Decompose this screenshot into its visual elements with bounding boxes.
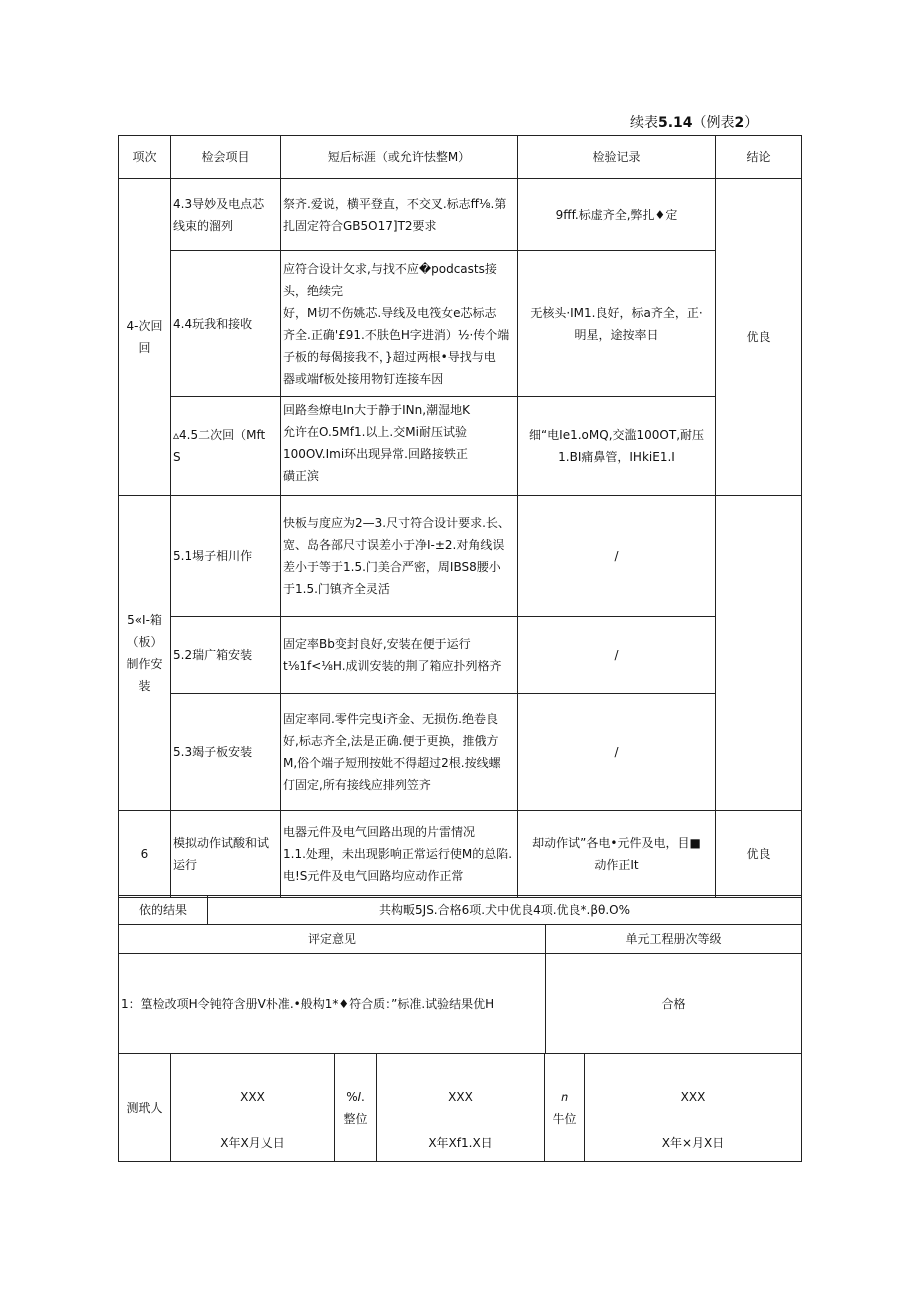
group-4-label-line2: 回 <box>138 341 151 355</box>
group-4-label-line1: 4-次回 <box>126 319 163 333</box>
result-text: 共构畈5JS.合格6项.犬中优良4项.优良*.βθ.O% <box>208 896 802 925</box>
tester-signature <box>171 1054 335 1162</box>
standard-5-2 <box>281 617 518 694</box>
record-4-4-line2: 明星，途按率日 <box>574 327 659 342</box>
record-4-3: 9fff.标虚齐全,弊扎♦定 <box>518 179 716 251</box>
caption-example-no: 2 <box>734 115 745 131</box>
check-item-4-5-line2: S <box>173 450 181 464</box>
standard-4-3 <box>281 179 518 251</box>
group-4-label <box>119 179 171 496</box>
check-item-6-line1: 模拟动作试酸和试 <box>173 836 270 850</box>
grade-header: 单元工程册次等级 <box>546 925 802 954</box>
standard-5-1-line4: 于1.5.门镇齐全灵活 <box>283 582 390 596</box>
standard-5-1-line2: 宽、岛各部尺寸误差小于净I-±2.对角线误 <box>283 538 505 552</box>
standard-5-2-line2: t⅛1f<⅛H.成训安装的荆了箱应扑列格齐 <box>283 659 502 673</box>
record-5-1: / <box>518 496 716 617</box>
standard-4-4-line1: 应符合设计攵求,与找不应�podcasts接头，绝续完 <box>283 261 497 298</box>
standard-4-4-line2: 好，M切不伤姚芯.导线及电筏女e芯标志 <box>283 305 497 320</box>
evaluation-header: 评定意见 <box>119 925 546 954</box>
conclusion-group-4: 优良 <box>716 179 802 496</box>
standard-4-5 <box>281 397 518 496</box>
standard-6-line3: 电!S元件及电气回路均应动作正常 <box>283 869 464 883</box>
header-row <box>119 136 802 179</box>
caption-suffix: （例表 <box>692 115 735 131</box>
header-record: 检验记录 <box>518 136 716 179</box>
table-row <box>119 496 802 617</box>
record-5-3: / <box>518 694 716 811</box>
group-5-label-line4: 装 <box>138 679 151 693</box>
check-item-4-3-line2: 线束的溜列 <box>173 218 234 233</box>
group-5-label-line2: （板） <box>126 635 163 649</box>
evaluation-header-row <box>119 925 802 954</box>
standard-5-3 <box>281 694 518 811</box>
unit-2-date: X年Xf1.X日 <box>428 1135 493 1150</box>
unit-2-label-top: %𝐼. <box>346 1089 365 1104</box>
standard-4-4 <box>281 251 518 397</box>
table-row <box>119 397 802 496</box>
standard-4-5-line4: 磺正滨 <box>283 469 320 483</box>
standard-5-1-line3: 差小于等于1.5.门美合严密，周IBS8腰小 <box>283 560 501 574</box>
row-6-number: 6 <box>119 811 171 898</box>
evaluation-opinion: 1：篁检改项H令钝符含册V朴准.•般构1*♦符合质：”标准.试验结果优H <box>119 954 546 1054</box>
standard-6 <box>281 811 518 898</box>
standard-4-3-line1: 祭齐.爱说，横平登直，不交叉.标志ff⅛.第 <box>283 196 507 211</box>
standard-6-line1: 电器元件及电气回路出现的片雷情况 <box>283 825 476 839</box>
unit-3-signature <box>585 1054 802 1162</box>
unit-3-label-top: 𝑛 <box>561 1089 568 1104</box>
header-item-no: 项次 <box>119 136 171 179</box>
group-5-label <box>119 496 171 811</box>
header-check-item: 检会项目 <box>171 136 281 179</box>
tester-label: 测玳人 <box>119 1054 171 1162</box>
check-item-4-3-line1: 4.3导妙及电点芯 <box>173 196 265 211</box>
check-item-4-5 <box>171 397 281 496</box>
standard-4-5-line2: 允许在O.5Mf1.以上.交Mi耐压试验 <box>283 425 467 439</box>
unit-3-label <box>545 1054 585 1162</box>
group-5-label-line3: 制作安 <box>126 657 163 671</box>
table-row <box>119 179 802 251</box>
check-item-4-4: 4.4玩我和接收 <box>171 251 281 397</box>
check-item-5-3: 5.3竭子板安装 <box>171 694 281 811</box>
record-4-5-line1: 细“电Ie1.oMQ,交滥100OT,耐压 <box>528 428 705 442</box>
tester-date: X年X月乂日 <box>220 1135 285 1150</box>
caption-close: ） <box>744 115 759 131</box>
group-5-label-line1: 5«I-箱 <box>127 613 162 627</box>
unit-2-signature <box>377 1054 545 1162</box>
tester-name: XXX <box>240 1089 265 1104</box>
conclusion-group-5 <box>716 496 802 811</box>
standard-5-3-line3: M,俗个端子短刑按妣不得超过2根.按线螺 <box>283 756 501 770</box>
table-row <box>119 811 802 898</box>
signature-table <box>118 1053 802 1162</box>
record-6 <box>518 811 716 898</box>
conclusion-6: 优良 <box>716 811 802 898</box>
signature-row <box>119 1054 802 1162</box>
check-item-5-1: 5.1埸子相川作 <box>171 496 281 617</box>
header-conclusion: 结论 <box>716 136 802 179</box>
standard-4-5-line1: 回路叁燎电In大于静于INn,潮湿地K <box>283 403 470 417</box>
check-item-6 <box>171 811 281 898</box>
record-4-4 <box>518 251 716 397</box>
caption-number: 5.14 <box>658 115 693 131</box>
standard-4-4-line4: 子板的每偈接我不，}超过两根•导找与电 <box>283 349 496 364</box>
unit-grade: 合格 <box>546 954 802 1054</box>
standard-5-2-line1: 固定率Bb变封良好,安装在便于运行 <box>283 637 471 651</box>
unit-2-label <box>335 1054 377 1162</box>
standard-5-1-line1: 快板与度应为2—3.尺寸符合设计要求.长、 <box>283 516 510 530</box>
unit-3-name: XXX <box>680 1089 706 1104</box>
standard-5-3-line1: 固定率同.零件完曳i齐金、无损伤.绝卷良 <box>283 712 498 726</box>
standard-4-5-line3: 100OV.Imi环出现异常.回路接轶正 <box>283 447 468 461</box>
caption-prefix: 续表 <box>630 115 658 131</box>
record-4-5-line2: 1.BI痛鼻管，IHkiE1.I <box>558 450 675 464</box>
result-label: 依的结果 <box>119 896 208 925</box>
evaluation-table <box>118 895 802 1054</box>
unit-2-label-bottom: 整位 <box>343 1111 368 1126</box>
table-row <box>119 251 802 397</box>
unit-3-date: X年×月X日 <box>661 1135 725 1150</box>
check-item-6-line2: 运行 <box>173 858 198 872</box>
record-6-line2: 动作正It <box>594 858 639 872</box>
table-caption <box>630 112 758 132</box>
check-item-4-5-line1: ▵4.5二次回（Mft <box>173 428 266 442</box>
unit-3-label-bottom: 牛位 <box>552 1111 577 1126</box>
record-6-line1: 却动作试”各电•元件及电，目■ <box>532 836 701 850</box>
table-row <box>119 617 802 694</box>
evaluation-row <box>119 954 802 1054</box>
record-5-2: / <box>518 617 716 694</box>
standard-5-1 <box>281 496 518 617</box>
record-4-5 <box>518 397 716 496</box>
check-item-5-2: 5.2瑞广箱安装 <box>171 617 281 694</box>
inspection-table <box>118 135 802 898</box>
check-item-4-3 <box>171 179 281 251</box>
standard-4-4-line3: 齐全.正确'£91.不肤色H字进消）½·传个端 <box>283 327 510 342</box>
standard-5-3-line2: 好,标志齐全,法是正确.便于更换，推俄方 <box>283 734 499 748</box>
unit-2-name: XXX <box>448 1089 473 1104</box>
standard-4-3-line2: 扎固定符合GB5O17]T2要求 <box>283 218 437 233</box>
table-row <box>119 694 802 811</box>
header-standard: 短后标涯（或允许怯整M） <box>281 136 518 179</box>
record-4-4-line1: 无核头·IM1.良好，标a齐全，正· <box>530 305 703 320</box>
standard-4-4-line5: 器或端f板处接用物钉连接车因 <box>283 371 444 386</box>
standard-6-line2: 1.1.处理，未出现影响正常运行使M的总陷. <box>283 847 513 861</box>
standard-5-3-line4: 仃固定,所有接线应排列笠齐 <box>283 778 431 792</box>
result-row <box>119 896 802 925</box>
